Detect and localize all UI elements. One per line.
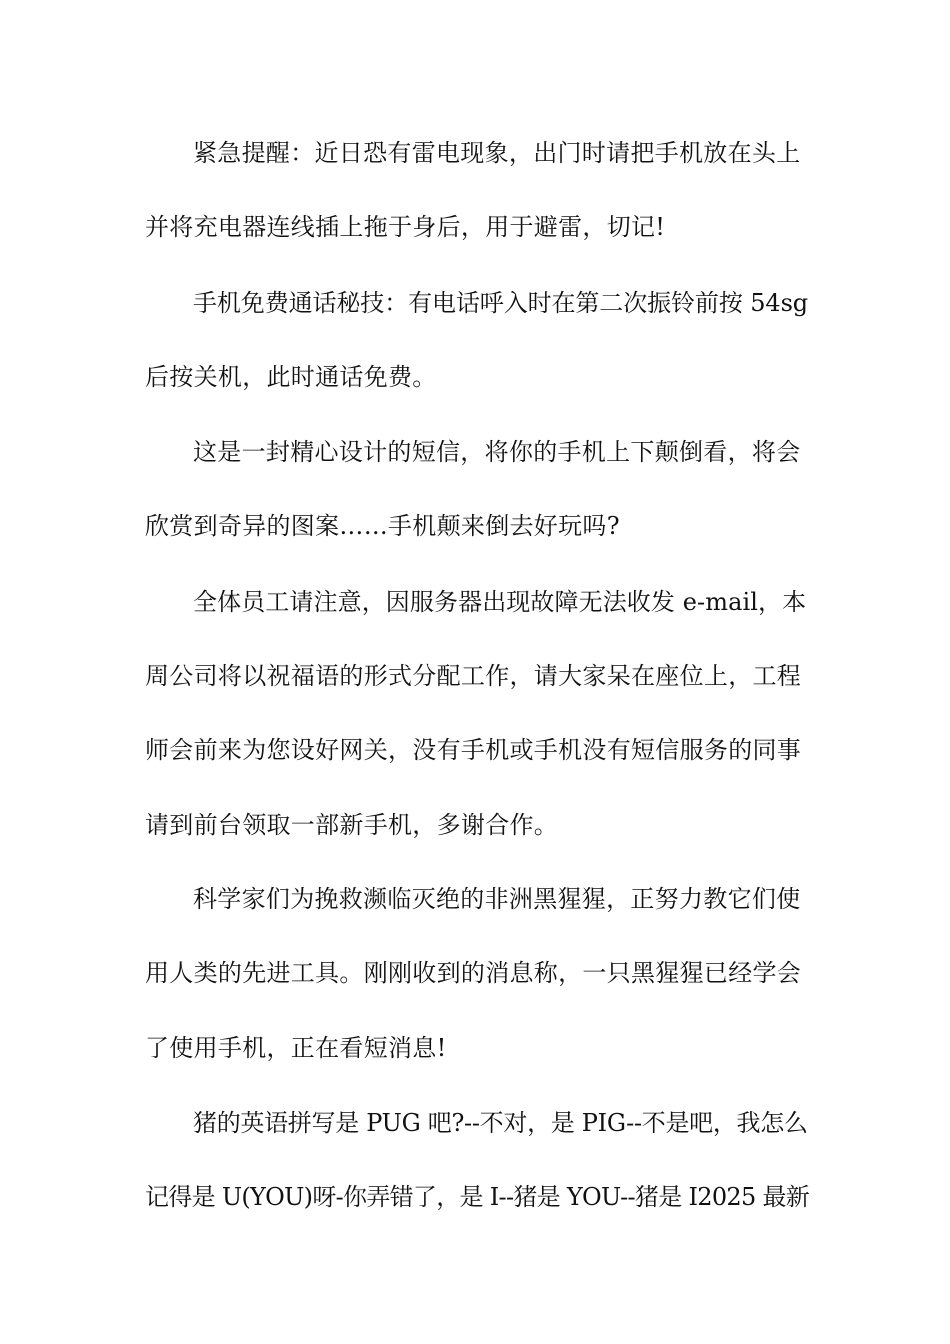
paragraph-6-line-1: 猪的英语拼写是 PUG 吧?--不对，是 PIG--不是吧，我怎么 (193, 1109, 808, 1137)
paragraph-1-line-2: 并将充电器连线插上拖于身后，用于避雷，切记! (145, 213, 666, 241)
paragraph-3-line-1: 这是一封精心设计的短信，将你的手机上下颠倒看，将会 (193, 438, 801, 466)
paragraph-4-line-2: 周公司将以祝福语的形式分配工作，请大家呆在座位上，工程 (145, 662, 802, 690)
paragraph-4-line-3: 师会前来为您设好网关，没有手机或手机没有短信服务的同事 (145, 736, 802, 764)
paragraph-2-line-2: 后按关机，此时通话免费。 (145, 363, 437, 391)
paragraph-5-line-1: 科学家们为挽救濒临灭绝的非洲黑猩猩，正努力教它们使 (193, 885, 801, 913)
paragraph-3-line-2: 欣赏到奇异的图案……手机颠来倒去好玩吗? (145, 512, 620, 540)
paragraph-4-line-1: 全体员工请注意，因服务器出现故障无法收发 e-mail，本 (193, 588, 807, 616)
paragraph-5-line-3: 了使用手机，正在看短消息! (145, 1034, 447, 1062)
paragraph-1-line-1: 紧急提醒：近日恐有雷电现象，出门时请把手机放在头上 (193, 139, 801, 167)
paragraph-4-line-4: 请到前台领取一部新手机，多谢合作。 (145, 811, 559, 839)
paragraph-5-line-2: 用人类的先进工具。刚刚收到的消息称，一只黑猩猩已经学会 (145, 959, 802, 987)
paragraph-2-line-1: 手机免费通话秘技：有电话呼入时在第二次振铃前按 54sg (193, 289, 809, 317)
paragraph-6-line-2: 记得是 U(YOU)呀-你弄错了，是 I--猪是 YOU--猪是 I2025 最新 (145, 1183, 810, 1211)
